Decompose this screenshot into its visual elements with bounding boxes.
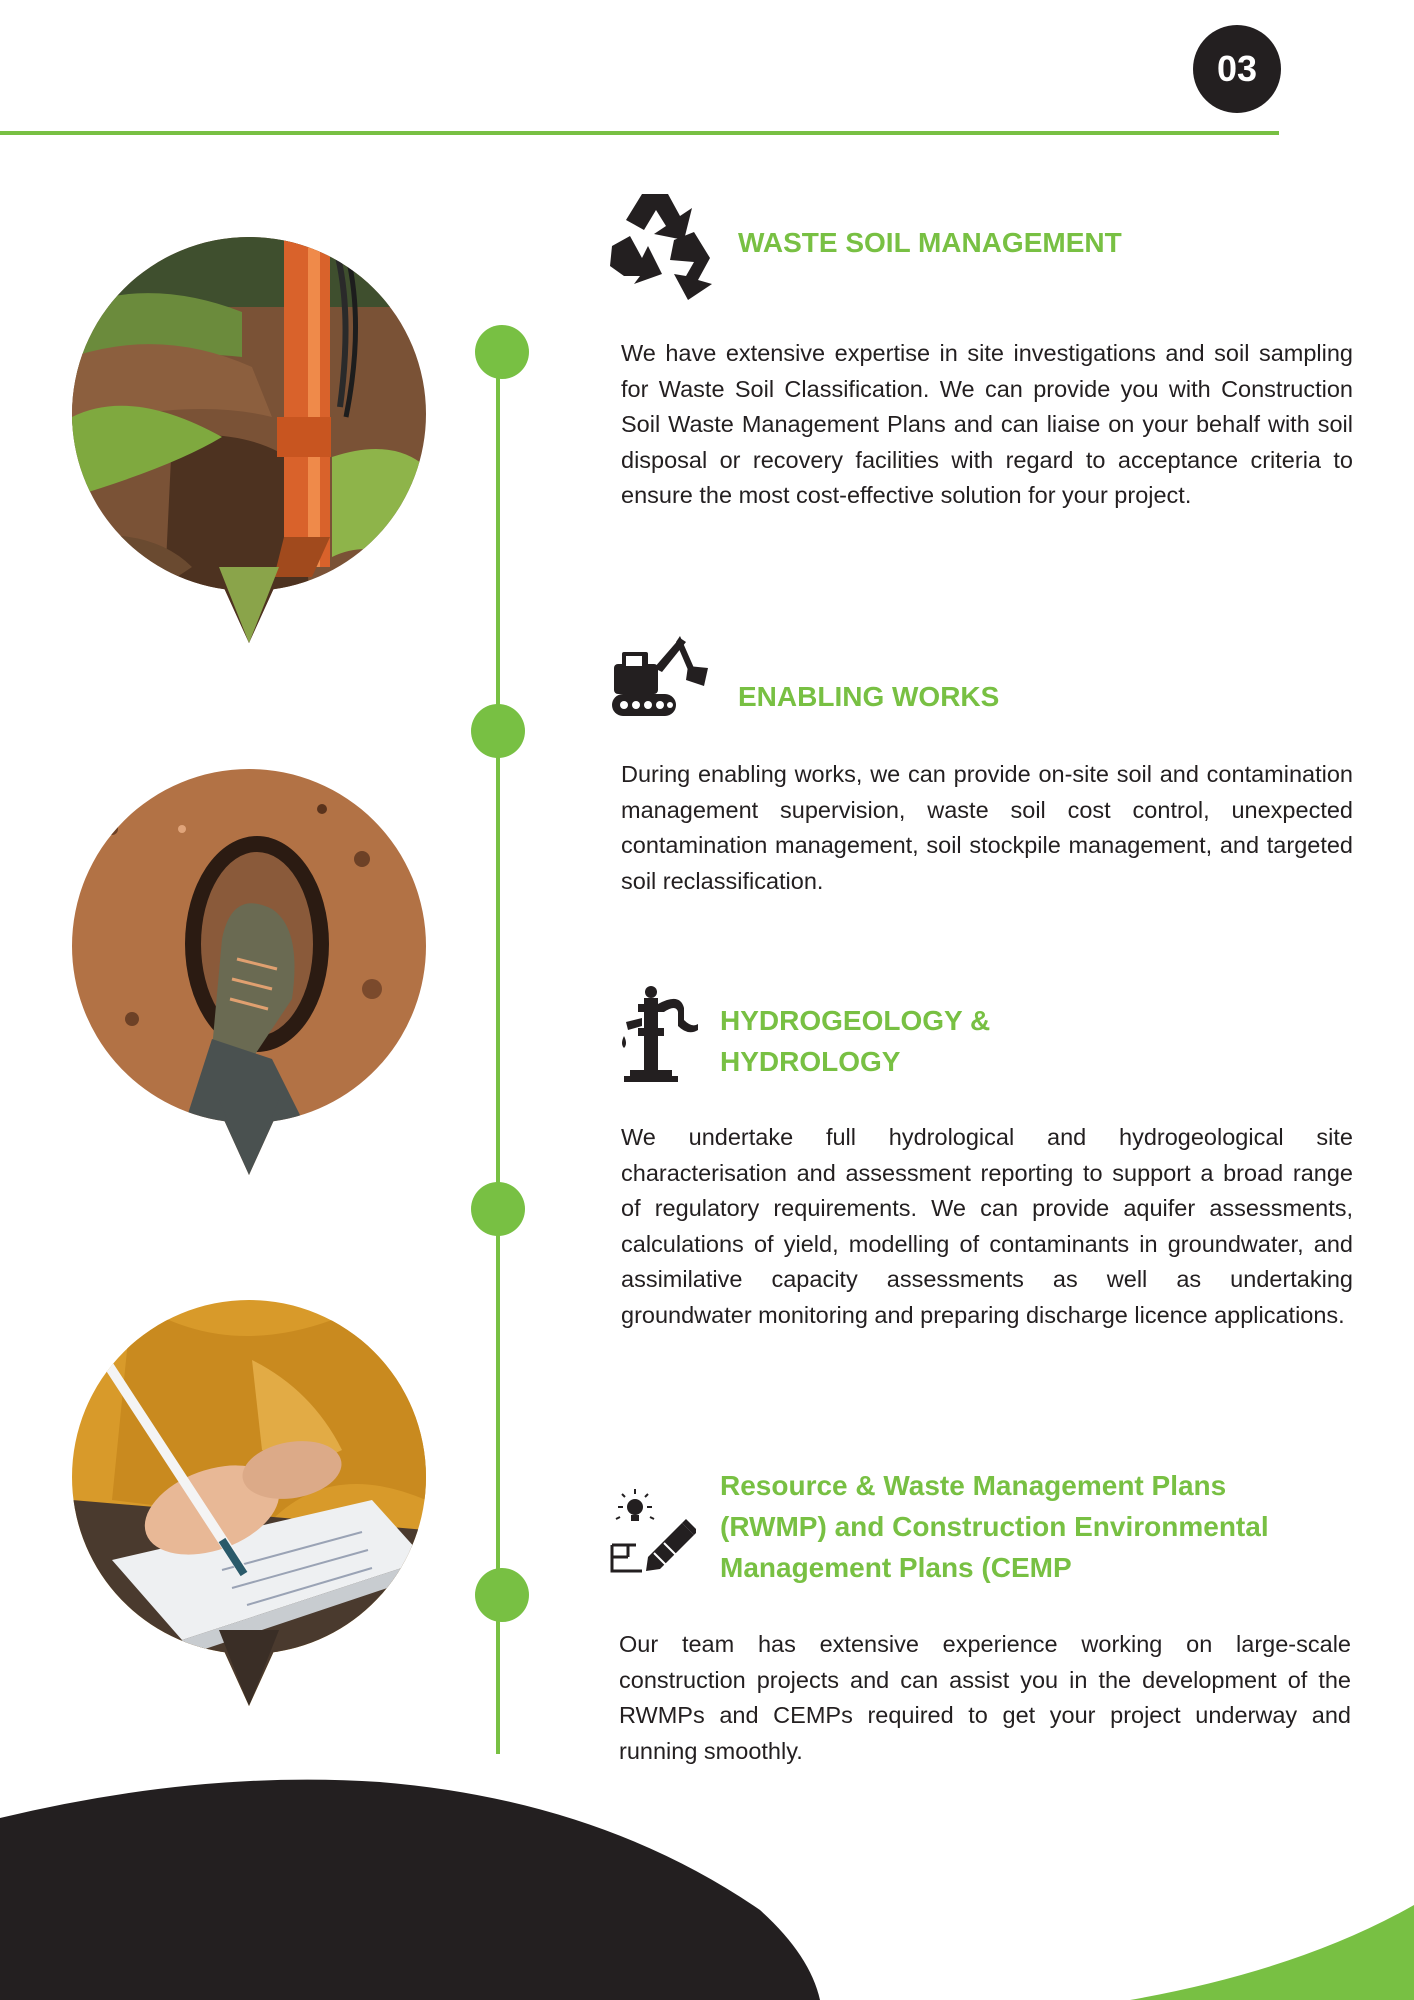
- excavator-digging-soil-photo: [72, 237, 426, 647]
- water-pump-icon: [618, 984, 700, 1089]
- section-title: HYDROGEOLOGY & HYDROLOGY: [720, 1005, 991, 1077]
- timeline-dot: [471, 1182, 525, 1236]
- timeline-dot: [471, 704, 525, 758]
- hand-writing-in-notebook-photo: [72, 1300, 426, 1710]
- section-body: We have extensive expertise in site investigations and soil sampling for Waste Soil Classification. We can provide you with Construction Soil Waste Management Plans and can liaise on your behalf with soil disposal or recovery facilities with regard to acceptance criteria to ensure the most cost-effective solution for your project.: [621, 340, 1353, 508]
- timeline-dot: [475, 325, 529, 379]
- timeline-dot: [475, 1568, 529, 1622]
- section-title: WASTE SOIL MANAGEMENT: [738, 227, 1122, 258]
- excavator-icon: [610, 628, 714, 723]
- recycle-icon: [604, 188, 718, 305]
- boot-footprint-in-soil-photo: [72, 769, 426, 1179]
- page-number: 03: [1216, 48, 1258, 89]
- timeline-line: [496, 352, 500, 1754]
- header-divider: [0, 131, 1279, 135]
- section-body: During enabling works, we can provide on-site soil and contamination management supervision, waste soil cost control, unexpected contamination management, soil stockpile management, and targeted soil reclassification.: [621, 761, 1353, 894]
- lightbulb-pencil-plan-icon: [610, 1487, 696, 1578]
- page-number-badge: [1193, 25, 1281, 113]
- footer-wave-decoration: [0, 1740, 1414, 2000]
- section-title: ENABLING WORKS: [738, 681, 1000, 712]
- section-body: Our team has extensive experience working on large-scale construction projects and can assist you in the development of the RWMPs and CEMPs required to get your project underway and running smoothly.: [619, 1631, 1351, 1764]
- section-body: We undertake full hydrological and hydrogeological site characterisation and assessment reporting to support a broad range of regulatory requirements. We can provide aquifer assessments, calculations of yield, modelling of contaminants in groundwater, and assimilative capacity assessments as well as undertaking groundwater monitoring and preparing discharge licence applications.: [621, 1124, 1353, 1328]
- section-title: Resource & Waste Management Plans (RWMP) and Construction Environmental Management Plans (CEMP: [720, 1470, 1269, 1583]
